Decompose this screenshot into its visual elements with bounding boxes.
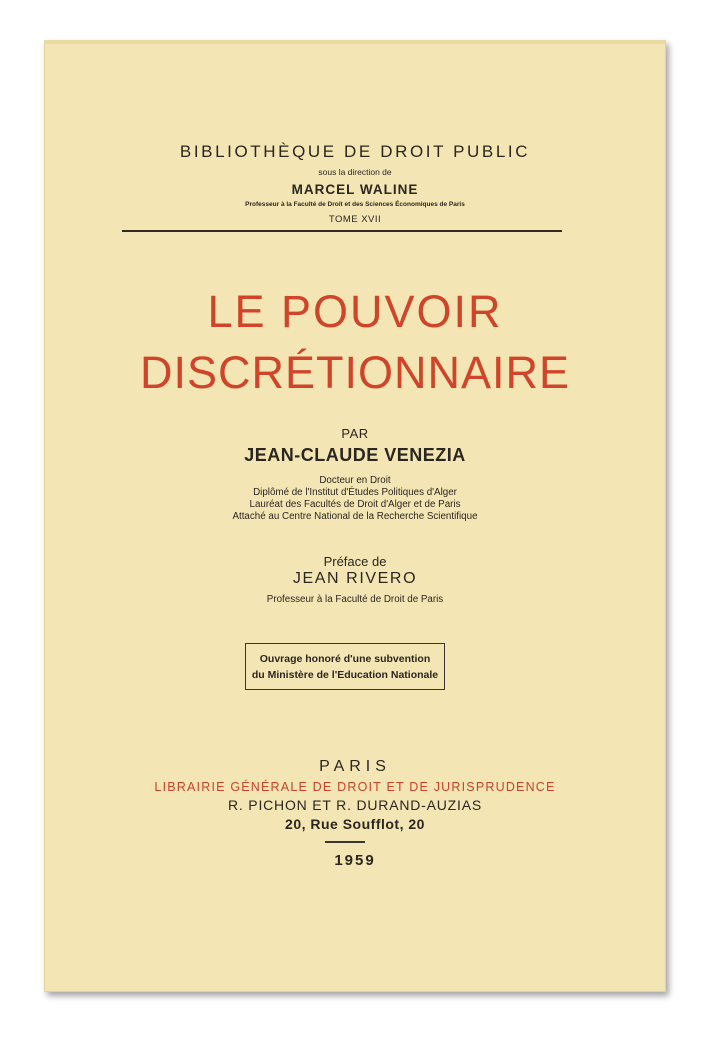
author-credential: Attaché au Centre National de la Recherche Scientifique bbox=[232, 511, 478, 522]
editor-title: Professeur à la Faculté de Droit et des Sciences Économiques de Paris bbox=[245, 201, 465, 208]
subsidy-notice-line: Ouvrage honoré d'une subvention bbox=[259, 652, 431, 665]
publisher-address: 20, Rue Soufflot, 20 bbox=[285, 816, 425, 832]
publisher-city: PARIS bbox=[319, 758, 391, 775]
editor-name: MARCEL WALINE bbox=[291, 182, 419, 197]
book-title-line-2: DISCRÉTIONNAIRE bbox=[139, 347, 571, 398]
preface-author-title: Professeur à la Faculté de Droit de Paris bbox=[266, 594, 444, 605]
header-divider bbox=[122, 230, 562, 232]
preface-label: Préface de bbox=[323, 554, 387, 569]
author-credential: Diplômé de l'Institut d'Études Politiques d'Alger bbox=[253, 487, 457, 498]
publication-year: 1959 bbox=[334, 852, 376, 869]
publisher-owners: R. PICHON ET R. DURAND-AUZIAS bbox=[228, 797, 482, 813]
tome-number: TOME XVII bbox=[328, 214, 382, 225]
preface-author: JEAN RIVERO bbox=[292, 570, 418, 587]
year-divider bbox=[325, 841, 365, 843]
by-label: PAR bbox=[341, 426, 369, 441]
book-title-line-1: LE POUVOIR bbox=[207, 286, 503, 337]
publisher-name: LIBRAIRIE GÉNÉRALE DE DROIT ET DE JURISPRUDENCE bbox=[154, 780, 556, 794]
book-cover bbox=[44, 40, 666, 992]
author-credential: Docteur en Droit bbox=[319, 475, 391, 486]
author-name: JEAN-CLAUDE VENEZIA bbox=[244, 445, 466, 465]
subsidy-notice-box bbox=[245, 643, 445, 690]
author-credential: Lauréat des Facultés de Droit d'Alger et de Paris bbox=[249, 499, 461, 510]
subsidy-notice-line: du Ministère de l'Education Nationale bbox=[251, 668, 439, 681]
direction-label: sous la direction de bbox=[318, 167, 392, 177]
series-title: BIBLIOTHÈQUE DE DROIT PUBLIC bbox=[179, 142, 531, 161]
